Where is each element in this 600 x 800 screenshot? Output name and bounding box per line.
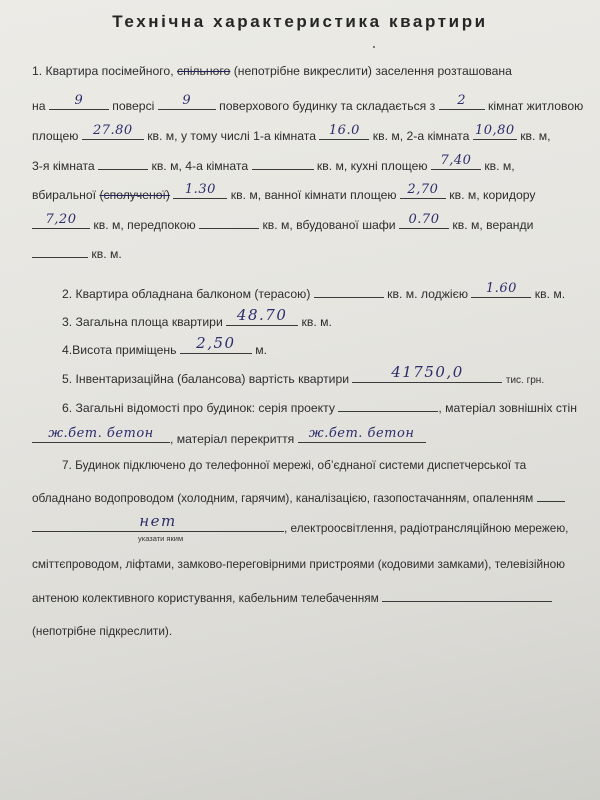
project-series-field[interactable]: [338, 397, 438, 412]
s1-line1: 1. Квартира посімейного, спільного (непотрібне викреслити) заселення розташована: [32, 64, 512, 78]
s4-line: 4.Висота приміщень 2,50 м.: [62, 334, 268, 357]
veranda-area-field[interactable]: [32, 243, 88, 258]
field-caption: указати яким: [138, 534, 184, 543]
s1-line6: 7,20 кв. м, передпокою кв. м, вбудованої шафи 0.70 кв. м, веранди: [32, 214, 600, 232]
s5-line: 5. Інвентаризаційна (балансова) вартість квартири 41750,0 тис. грн.: [62, 363, 545, 386]
s3-line: 3. Загальна площа квартири 48.70 кв. м.: [62, 306, 332, 329]
s1-line2: на 9 поверсі 9 поверхового будинку та складається з 2 кімнат житловою: [32, 93, 584, 113]
inventory-value-field[interactable]: 41750,0: [352, 368, 502, 383]
balcony-area-field[interactable]: [314, 283, 384, 298]
s2-line: 2. Квартира обладнана балконом (терасою) кв. м. лоджією 1.60 кв. м.: [62, 281, 566, 301]
heating-type-field[interactable]: нет: [32, 517, 284, 532]
floors-total-field[interactable]: 9: [158, 95, 216, 110]
s7-line6: (непотрібне підкреслити).: [32, 624, 173, 638]
s7-line2: обладнано водопроводом (холодним, гарячим), каналізацією, газопостачанням, опаленням: [32, 487, 600, 505]
rooms-count-field[interactable]: 2: [439, 95, 485, 110]
toilet-area-field[interactable]: 1.30: [173, 184, 227, 199]
room4-area-field[interactable]: [252, 155, 314, 170]
s7-line5: антеною колективного користування, кабельним телебаченням: [32, 587, 600, 605]
s7-line1: 7. Будинок підключено до телефонної мережі, об’єднаної системи диспетчерської та: [62, 458, 527, 472]
wall-material-field[interactable]: ж.бет. бетон: [32, 428, 170, 443]
total-area-field[interactable]: 48.70: [226, 311, 298, 326]
s1-line5: вбиральної (сполученої) 1.30 кв. м, ванної кімнати площею 2,70 кв. м, коридору: [32, 182, 536, 202]
bath-area-field[interactable]: 2,70: [400, 184, 446, 199]
corridor-area-field[interactable]: 7,20: [32, 214, 90, 229]
closet-area-field[interactable]: 0.70: [399, 214, 449, 229]
struck-option-shared: спільного: [177, 64, 231, 78]
cable-tv-field[interactable]: [382, 587, 552, 602]
s1-line7: кв. м.: [32, 243, 600, 261]
ceiling-height-field[interactable]: 2,50: [180, 339, 252, 354]
floor-field[interactable]: 9: [49, 95, 109, 110]
room3-area-field[interactable]: [98, 155, 148, 170]
s7-line3: нет , електроосвітлення, радіотрансляційною мережею,: [32, 517, 600, 535]
room2-area-field[interactable]: 10,80: [473, 125, 517, 140]
s7-line4: сміттєпроводом, ліфтами, замково-переговірними пристроями (кодовими замками), телевізійною: [32, 557, 566, 571]
kitchen-area-field[interactable]: 7,40: [431, 155, 481, 170]
ink-dot: [373, 46, 375, 48]
room1-area-field[interactable]: 16.0: [319, 125, 369, 140]
s1-line4: 3-я кімната кв. м, 4-а кімната кв. м, кухні площею 7,40 кв. м,: [32, 153, 515, 173]
ceiling-material-field[interactable]: ж.бет. бетон: [298, 428, 426, 443]
page-title: Технічна характеристика квартири: [112, 12, 488, 31]
loggia-area-field[interactable]: 1.60: [471, 283, 531, 298]
heating-field[interactable]: [537, 487, 565, 502]
s6-line1: 6. Загальні відомості про будинок: серія проекту , матеріал зовнішніх стін: [62, 397, 600, 415]
struck-option-combined: (сполученої): [99, 188, 170, 202]
s1-line3: площею 27.80 кв. м, у тому числі 1-а кімната 16.0 кв. м, 2-а кімната 10,80 кв. м,: [32, 123, 551, 143]
s6-line2: ж.бет. бетон , матеріал перекриття ж.бет. бетон: [32, 428, 600, 446]
living-area-field[interactable]: 27.80: [82, 125, 144, 140]
hallway-area-field[interactable]: [199, 214, 259, 229]
